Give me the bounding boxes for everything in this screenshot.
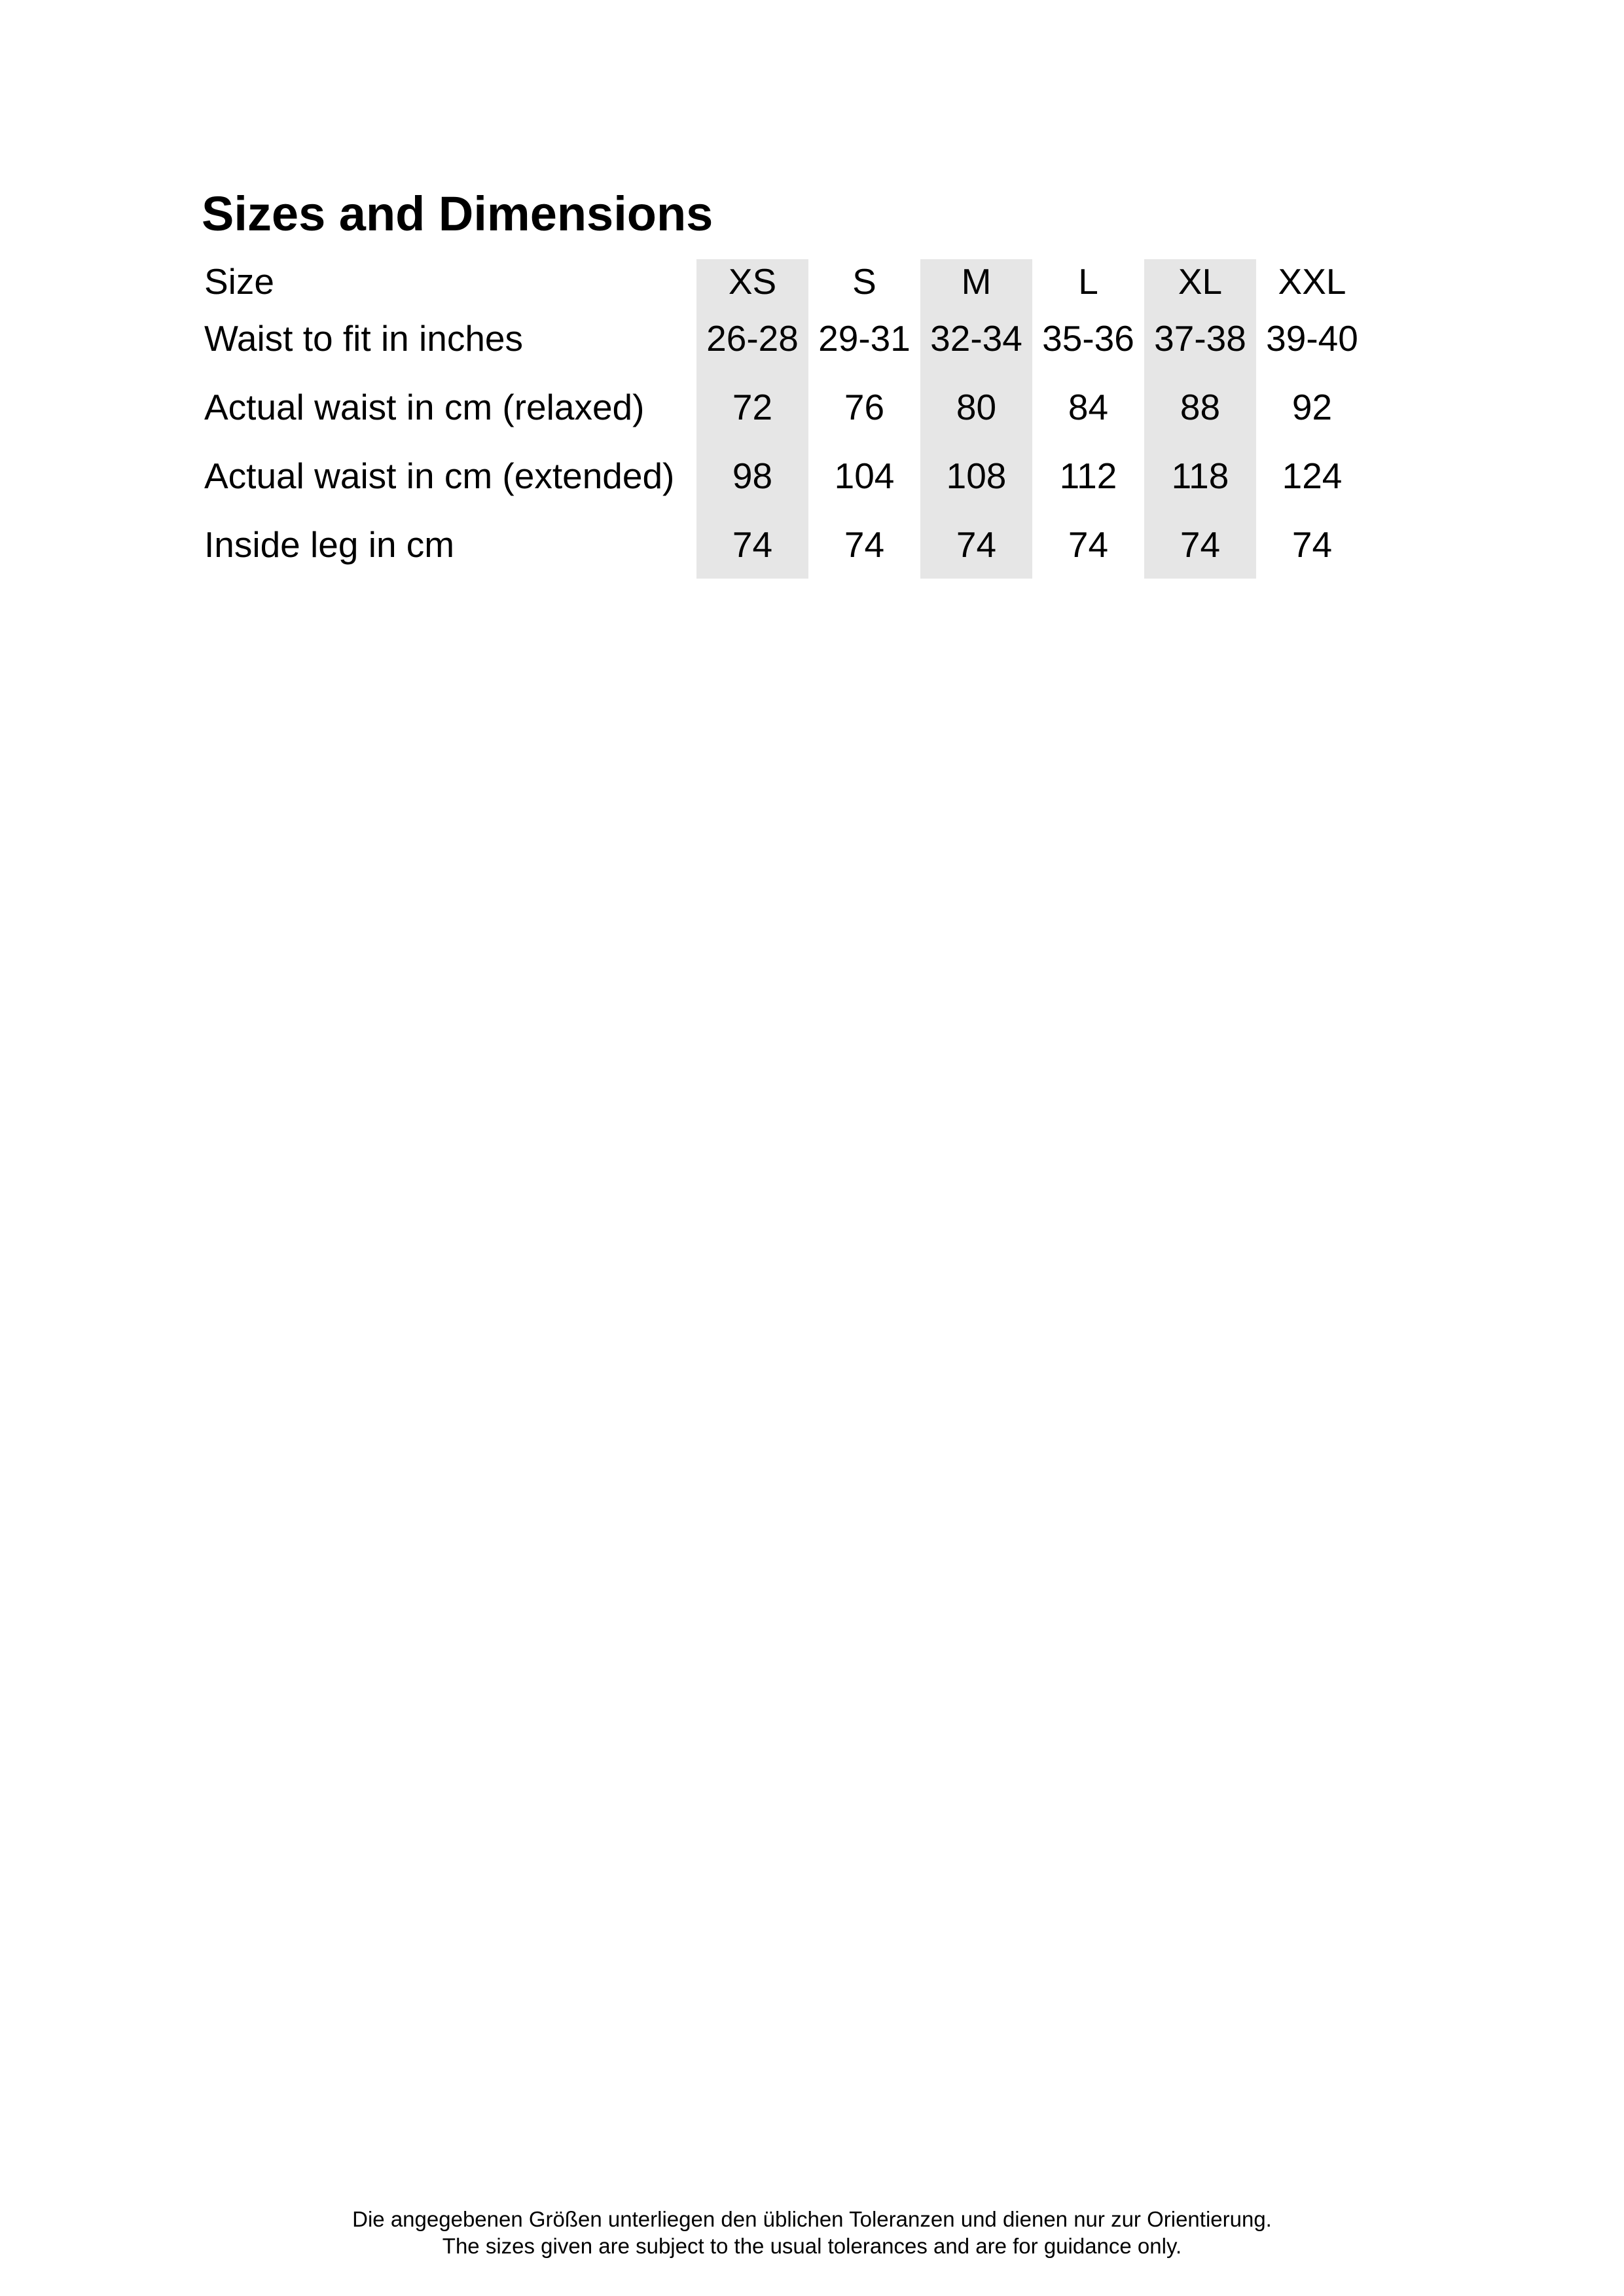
table-row bbox=[202, 511, 1368, 579]
table-row bbox=[202, 441, 1368, 511]
table-row bbox=[202, 373, 1368, 441]
table-cell: 37-38 bbox=[1144, 304, 1256, 373]
size-header-xl: XL bbox=[1144, 259, 1256, 304]
table-cell: 26-28 bbox=[696, 304, 808, 373]
table-cell: 74 bbox=[1291, 524, 1333, 565]
table-cell: 74 bbox=[696, 511, 808, 579]
footer-disclaimer bbox=[0, 2206, 1624, 2259]
table-cell: 104 bbox=[834, 455, 895, 496]
table-cell: 124 bbox=[1282, 455, 1343, 496]
table-cell: 29-31 bbox=[818, 317, 911, 359]
row-label: Waist to fit in inches bbox=[204, 317, 524, 359]
table-cell: 39-40 bbox=[1266, 317, 1358, 359]
page-title: Sizes and Dimensions bbox=[202, 187, 713, 241]
table-cell: 84 bbox=[1068, 386, 1109, 427]
footer-line-english: The sizes given are subject to the usual tolerances and are for guidance only. bbox=[442, 2234, 1182, 2258]
size-header-m: M bbox=[920, 259, 1032, 304]
table-cell: 74 bbox=[1144, 511, 1256, 579]
header-label: Size bbox=[204, 260, 274, 302]
table-cell: 76 bbox=[844, 386, 885, 427]
table-cell: 74 bbox=[920, 511, 1032, 579]
table-cell: 98 bbox=[696, 441, 808, 511]
row-label: Actual waist in cm (relaxed) bbox=[204, 386, 645, 427]
table-cell: 74 bbox=[844, 524, 885, 565]
table-cell: 35-36 bbox=[1042, 317, 1134, 359]
table-cell: 74 bbox=[1068, 524, 1109, 565]
row-label: Actual waist in cm (extended) bbox=[204, 455, 675, 496]
size-header-xxl: XXL bbox=[1278, 260, 1346, 302]
size-table bbox=[202, 259, 1368, 579]
table-cell: 112 bbox=[1059, 455, 1117, 496]
table-row bbox=[202, 304, 1368, 373]
size-header-s: S bbox=[852, 260, 876, 302]
table-cell: 88 bbox=[1144, 373, 1256, 441]
size-header-xs: XS bbox=[696, 259, 808, 304]
row-label: Inside leg in cm bbox=[204, 524, 455, 565]
table-cell: 118 bbox=[1144, 441, 1256, 511]
table-header-row bbox=[202, 259, 1368, 304]
footer-line-german: Die angegebenen Größen unterliegen den üblichen Toleranzen und dienen nur zur Orientierung. bbox=[352, 2207, 1272, 2231]
table-cell: 80 bbox=[920, 373, 1032, 441]
table-cell: 92 bbox=[1291, 386, 1333, 427]
table-cell: 72 bbox=[696, 373, 808, 441]
table-cell: 32-34 bbox=[920, 304, 1032, 373]
size-header-l: L bbox=[1078, 260, 1098, 302]
table-cell: 108 bbox=[920, 441, 1032, 511]
